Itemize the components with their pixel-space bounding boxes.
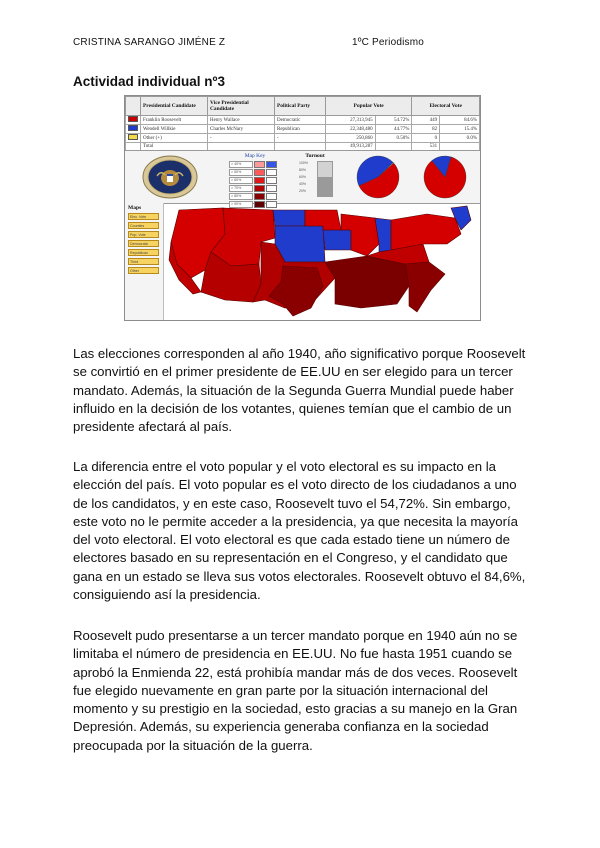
turnout-gauge	[293, 153, 337, 201]
turnout-title: Turnout	[305, 153, 325, 159]
popular-pct-cell: 44.77%	[375, 125, 412, 134]
total-electoral: 531	[412, 143, 440, 151]
total-popular: 49,913,287	[326, 143, 376, 151]
electoral-pct-cell: 0.0%	[440, 134, 480, 143]
turnout-tick: 40%	[299, 182, 307, 186]
color-swatch	[128, 116, 138, 122]
map-northeast	[391, 214, 461, 250]
maps-nav-title: Maps	[128, 205, 142, 211]
paragraph-3: Roosevelt pudo presentarse a un tercer mandato porque en 1940 aún no se limitaba el número de presidencia en EE.UU. No fue hasta 1951 cuando se aprobó la Enmienda 22, está prohibía mandar más de dos veces. Roosevelt fue elegido nuevamente en gran parte por la situación internacional del momento y su prestigio en la sociedad, esto gracias a su manejo en la Gran Depresión. Además, su experiencia generaba confianza en la sociedad preocupada por la situación de la guerra.	[73, 628, 518, 753]
map-view-button[interactable]: Democratic	[128, 240, 159, 247]
page-title: Actividad individual nº3	[73, 74, 225, 89]
map-key-row	[229, 177, 277, 184]
party-cell: Democratic	[275, 116, 326, 125]
election-results-figure	[124, 95, 481, 321]
party-cell: -	[275, 134, 326, 143]
header-course: 1ºC Periodismo	[352, 37, 425, 48]
color-header	[126, 97, 141, 116]
table-row	[126, 116, 480, 125]
map-key-row	[229, 161, 277, 168]
popular-pct-cell: 54.72%	[375, 116, 412, 125]
color-cell	[126, 116, 141, 125]
map-key-row	[229, 169, 277, 176]
maps-nav	[125, 203, 164, 320]
map-key-dem-swatch	[254, 193, 265, 200]
header-candidate: Presidential Candidate	[141, 97, 208, 116]
popular-vote-cell: 22,348,480	[326, 125, 376, 134]
map-key-level: > 70%	[229, 185, 253, 192]
map-view-button[interactable]: Republican	[128, 249, 159, 256]
map-key-rep-swatch	[266, 161, 277, 168]
header-popular-vote: Popular Vote	[326, 97, 412, 116]
turnout-tick: 80%	[299, 168, 307, 172]
map-key-level: > 60%	[229, 177, 253, 184]
map-view-button[interactable]: Counties	[128, 222, 159, 229]
us-electoral-map	[165, 204, 479, 320]
map-key-rep-swatch	[266, 169, 277, 176]
map-key-rep-swatch	[266, 177, 277, 184]
map-key-level: > 50%	[229, 169, 253, 176]
electoral-pct-cell: 15.4%	[440, 125, 480, 134]
color-cell	[126, 134, 141, 143]
map-key-level: > 80%	[229, 193, 253, 200]
electoral-vote-cell: 449	[412, 116, 440, 125]
map-northdakota-rep	[273, 210, 305, 226]
map-key-dem-swatch	[254, 177, 265, 184]
running-mate-cell: Charles McNary	[208, 125, 275, 134]
popular-vote-cell: 250,860	[326, 134, 376, 143]
electoral-pct-cell: 84.6%	[440, 116, 480, 125]
turnout-bar	[317, 161, 333, 197]
map-key-dem-swatch	[254, 161, 265, 168]
maps-button-list	[125, 213, 163, 274]
map-key-row	[229, 193, 277, 200]
party-cell: Republican	[275, 125, 326, 134]
map-michigan-indiana-rep	[375, 218, 391, 252]
header-running-mate: Vice Presidential Candidate	[208, 97, 275, 116]
map-key-rep-swatch	[266, 185, 277, 192]
map-view-button[interactable]: Other	[128, 267, 159, 274]
map-plains-rep	[275, 226, 325, 262]
total-label: Total	[141, 143, 208, 151]
presidential-seal-icon	[141, 154, 199, 200]
turnout-tick: 20%	[299, 189, 307, 193]
map-key-dem-swatch	[254, 169, 265, 176]
electoral-vote-pie	[419, 153, 471, 201]
paragraph-2: La diferencia entre el voto popular y el voto electoral es su impacto en la elección del país. El voto popular es el voto directo de los ciudadanos a uno de los candidatos, y en este caso, Roosevelt tuvo el 54,72%. Sin embargo, este voto no le permite acceder a la presidencia, ya que necesita la mayoría del voto electoral. El voto electoral es que cada estado tiene un número de electores basado en su representación en el Congreso, y el candidato que gana en un estado se lleva sus votos electorales. Roosevelt obtuvo el 84,6%, consiguiendo así la presidencia.	[73, 459, 526, 603]
results-table	[125, 96, 480, 151]
map-view-button[interactable]: Elec. Vote	[128, 213, 159, 220]
map-key-rep-swatch	[266, 193, 277, 200]
table-row	[126, 125, 480, 134]
popular-vote-cell: 27,313,945	[326, 116, 376, 125]
map-southeast	[405, 262, 445, 312]
candidate-cell: Other (+)	[141, 134, 208, 143]
candidate-cell: Franklin Roosevelt	[141, 116, 208, 125]
map-key-level: > 40%	[229, 161, 253, 168]
electoral-vote-cell: 82	[412, 125, 440, 134]
turnout-tick: 100%	[299, 161, 308, 165]
results-summary-band	[125, 150, 480, 204]
running-mate-cell: Henry Wallace	[208, 116, 275, 125]
header-electoral-vote: Electoral Vote	[412, 97, 480, 116]
color-swatch	[128, 134, 138, 140]
map-view-button[interactable]: Third	[128, 258, 159, 265]
results-header-row	[126, 97, 480, 116]
candidate-cell: Wendell Willkie	[141, 125, 208, 134]
color-swatch	[128, 125, 138, 131]
popular-pct-cell: 0.50%	[375, 134, 412, 143]
map-key	[227, 153, 283, 206]
popular-vote-pie	[353, 153, 403, 201]
map-key-level: > 90%	[229, 201, 253, 208]
map-key-grid	[229, 161, 277, 209]
turnout-tick: 60%	[299, 175, 307, 179]
map-key-title: Map Key	[244, 153, 266, 159]
electoral-vote-cell: 0	[412, 134, 440, 143]
running-mate-cell: -	[208, 134, 275, 143]
map-key-dem-swatch	[254, 185, 265, 192]
map-iowa-rep	[323, 230, 351, 250]
turnout-fill	[318, 177, 332, 196]
header-author: CRISTINA SARANGO JIMÉNE Z	[73, 37, 226, 48]
paragraph-1: Las elecciones corresponden al año 1940, año significativo porque Roosevelt se convirtió en el primer presidente de EE.UU en ser elegido para un tercer mandato. Además, la situación de la Segunda Guerra Mundial puede haber influido en la decisión de los votantes, quienes temían que el cambio de un presidente afectará al país.	[73, 346, 526, 435]
table-row	[126, 134, 480, 143]
map-deep-south	[325, 256, 409, 308]
header-party: Political Party	[275, 97, 326, 116]
map-key-row	[229, 185, 277, 192]
map-view-button[interactable]: Pop. Vote	[128, 231, 159, 238]
color-cell	[126, 125, 141, 134]
